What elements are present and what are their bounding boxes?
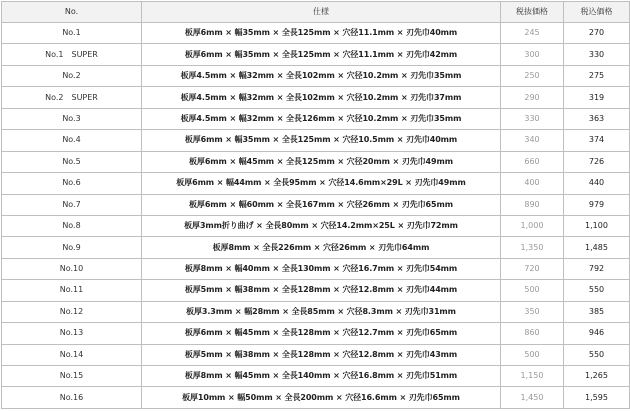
table-row — [2, 237, 630, 258]
cell-price-ex-tax: 1,150 — [501, 366, 564, 387]
cell-price-in-tax: 319 — [564, 87, 630, 108]
table-row — [2, 258, 630, 279]
table-row — [2, 280, 630, 301]
table-row — [2, 151, 630, 172]
cell-price-ex-tax: 340 — [501, 130, 564, 151]
cell-spec: 板厚5mm × 幅38mm × 全長128mm × 穴径12.8mm × 刃先巾43mm — [142, 344, 501, 365]
header-no: No. — [2, 2, 142, 23]
cell-price-in-tax: 270 — [564, 23, 630, 44]
cell-no: No.10 — [2, 258, 142, 279]
cell-price-ex-tax: 250 — [501, 65, 564, 86]
cell-no: No.4 — [2, 130, 142, 151]
cell-price-ex-tax: 290 — [501, 87, 564, 108]
cell-no: No.13 — [2, 323, 142, 344]
cell-price-ex-tax: 245 — [501, 23, 564, 44]
cell-spec: 板厚6mm × 幅60mm × 全長167mm × 穴径26mm × 刃先巾65mm — [142, 194, 501, 215]
table-row — [2, 23, 630, 44]
cell-spec: 板厚3.3mm × 幅28mm × 全長85mm × 穴径8.3mm × 刃先巾31mm — [142, 301, 501, 322]
cell-price-ex-tax: 500 — [501, 280, 564, 301]
table-row — [2, 173, 630, 194]
table-row — [2, 366, 630, 387]
cell-no: No.11 — [2, 280, 142, 301]
cell-spec: 板厚4.5mm × 幅32mm × 全長102mm × 穴径10.2mm × 刃先巾35mm — [142, 65, 501, 86]
table-row — [2, 323, 630, 344]
header-spec: 仕様 — [142, 2, 501, 23]
cell-spec: 板厚4.5mm × 幅32mm × 全長126mm × 穴径10.2mm × 刃先巾35mm — [142, 108, 501, 129]
cell-no: No.1 SUPER — [2, 44, 142, 65]
cell-spec: 板厚3mm折り曲げ × 全長80mm × 穴径14.2mm×25L × 刃先巾72mm — [142, 215, 501, 236]
cell-no: No.7 — [2, 194, 142, 215]
table-row — [2, 87, 630, 108]
cell-price-in-tax: 1,595 — [564, 387, 630, 409]
cell-price-ex-tax: 660 — [501, 151, 564, 172]
cell-price-ex-tax: 1,450 — [501, 387, 564, 409]
cell-price-ex-tax: 330 — [501, 108, 564, 129]
table-header-row — [2, 2, 630, 23]
cell-price-ex-tax: 860 — [501, 323, 564, 344]
cell-spec: 板厚8mm × 幅45mm × 全長140mm × 穴径16.8mm × 刃先巾51mm — [142, 366, 501, 387]
cell-no: No.2 SUPER — [2, 87, 142, 108]
cell-price-in-tax: 374 — [564, 130, 630, 151]
header-price-in-tax: 税込価格 — [564, 2, 630, 23]
cell-no: No.14 — [2, 344, 142, 365]
table-row — [2, 65, 630, 86]
cell-spec: 板厚4.5mm × 幅32mm × 全長102mm × 穴径10.2mm × 刃先巾37mm — [142, 87, 501, 108]
cell-spec: 板厚6mm × 幅44mm × 全長95mm × 穴径14.6mm×29L × 刃先巾49mm — [142, 173, 501, 194]
cell-spec: 板厚6mm × 幅45mm × 全長125mm × 穴径20mm × 刃先巾49mm — [142, 151, 501, 172]
cell-price-in-tax: 330 — [564, 44, 630, 65]
cell-price-in-tax: 440 — [564, 173, 630, 194]
cell-price-ex-tax: 1,350 — [501, 237, 564, 258]
cell-no: No.8 — [2, 215, 142, 236]
table-row — [2, 130, 630, 151]
cell-price-in-tax: 726 — [564, 151, 630, 172]
table-row — [2, 344, 630, 365]
cell-spec: 板厚8mm × 幅40mm × 全長130mm × 穴径16.7mm × 刃先巾54mm — [142, 258, 501, 279]
cell-spec: 板厚6mm × 幅35mm × 全長125mm × 穴径10.5mm × 刃先巾40mm — [142, 130, 501, 151]
cell-no: No.16 — [2, 387, 142, 409]
cell-no: No.3 — [2, 108, 142, 129]
cell-spec: 板厚6mm × 幅45mm × 全長128mm × 穴径12.7mm × 刃先巾65mm — [142, 323, 501, 344]
cell-price-ex-tax: 350 — [501, 301, 564, 322]
cell-no: No.15 — [2, 366, 142, 387]
cell-price-ex-tax: 400 — [501, 173, 564, 194]
table-row — [2, 301, 630, 322]
cell-spec: 板厚10mm × 幅50mm × 全長200mm × 穴径16.6mm × 刃先巾65mm — [142, 387, 501, 409]
cell-price-ex-tax: 500 — [501, 344, 564, 365]
table-row — [2, 44, 630, 65]
cell-spec: 板厚8mm × 全長226mm × 穴径26mm × 刃先巾64mm — [142, 237, 501, 258]
cell-no: No.5 — [2, 151, 142, 172]
cell-price-in-tax: 550 — [564, 344, 630, 365]
cell-price-in-tax: 385 — [564, 301, 630, 322]
header-price-ex-tax: 税抜価格 — [501, 2, 564, 23]
cell-price-in-tax: 1,100 — [564, 215, 630, 236]
cell-spec: 板厚6mm × 幅35mm × 全長125mm × 穴径11.1mm × 刃先巾40mm — [142, 23, 501, 44]
cell-price-ex-tax: 300 — [501, 44, 564, 65]
table-row — [2, 215, 630, 236]
cell-no: No.1 — [2, 23, 142, 44]
price-spec-table — [1, 1, 630, 409]
table-row — [2, 194, 630, 215]
table-row — [2, 387, 630, 409]
cell-price-in-tax: 550 — [564, 280, 630, 301]
cell-price-ex-tax: 720 — [501, 258, 564, 279]
cell-price-in-tax: 946 — [564, 323, 630, 344]
cell-price-in-tax: 979 — [564, 194, 630, 215]
table-row — [2, 108, 630, 129]
cell-price-in-tax: 363 — [564, 108, 630, 129]
cell-price-in-tax: 1,485 — [564, 237, 630, 258]
cell-price-in-tax: 275 — [564, 65, 630, 86]
cell-spec: 板厚5mm × 幅38mm × 全長128mm × 穴径12.8mm × 刃先巾44mm — [142, 280, 501, 301]
cell-price-in-tax: 792 — [564, 258, 630, 279]
cell-no: No.12 — [2, 301, 142, 322]
cell-spec: 板厚6mm × 幅35mm × 全長125mm × 穴径11.1mm × 刃先巾42mm — [142, 44, 501, 65]
cell-no: No.2 — [2, 65, 142, 86]
cell-no: No.9 — [2, 237, 142, 258]
cell-price-in-tax: 1,265 — [564, 366, 630, 387]
cell-price-ex-tax: 890 — [501, 194, 564, 215]
cell-price-ex-tax: 1,000 — [501, 215, 564, 236]
cell-no: No.6 — [2, 173, 142, 194]
